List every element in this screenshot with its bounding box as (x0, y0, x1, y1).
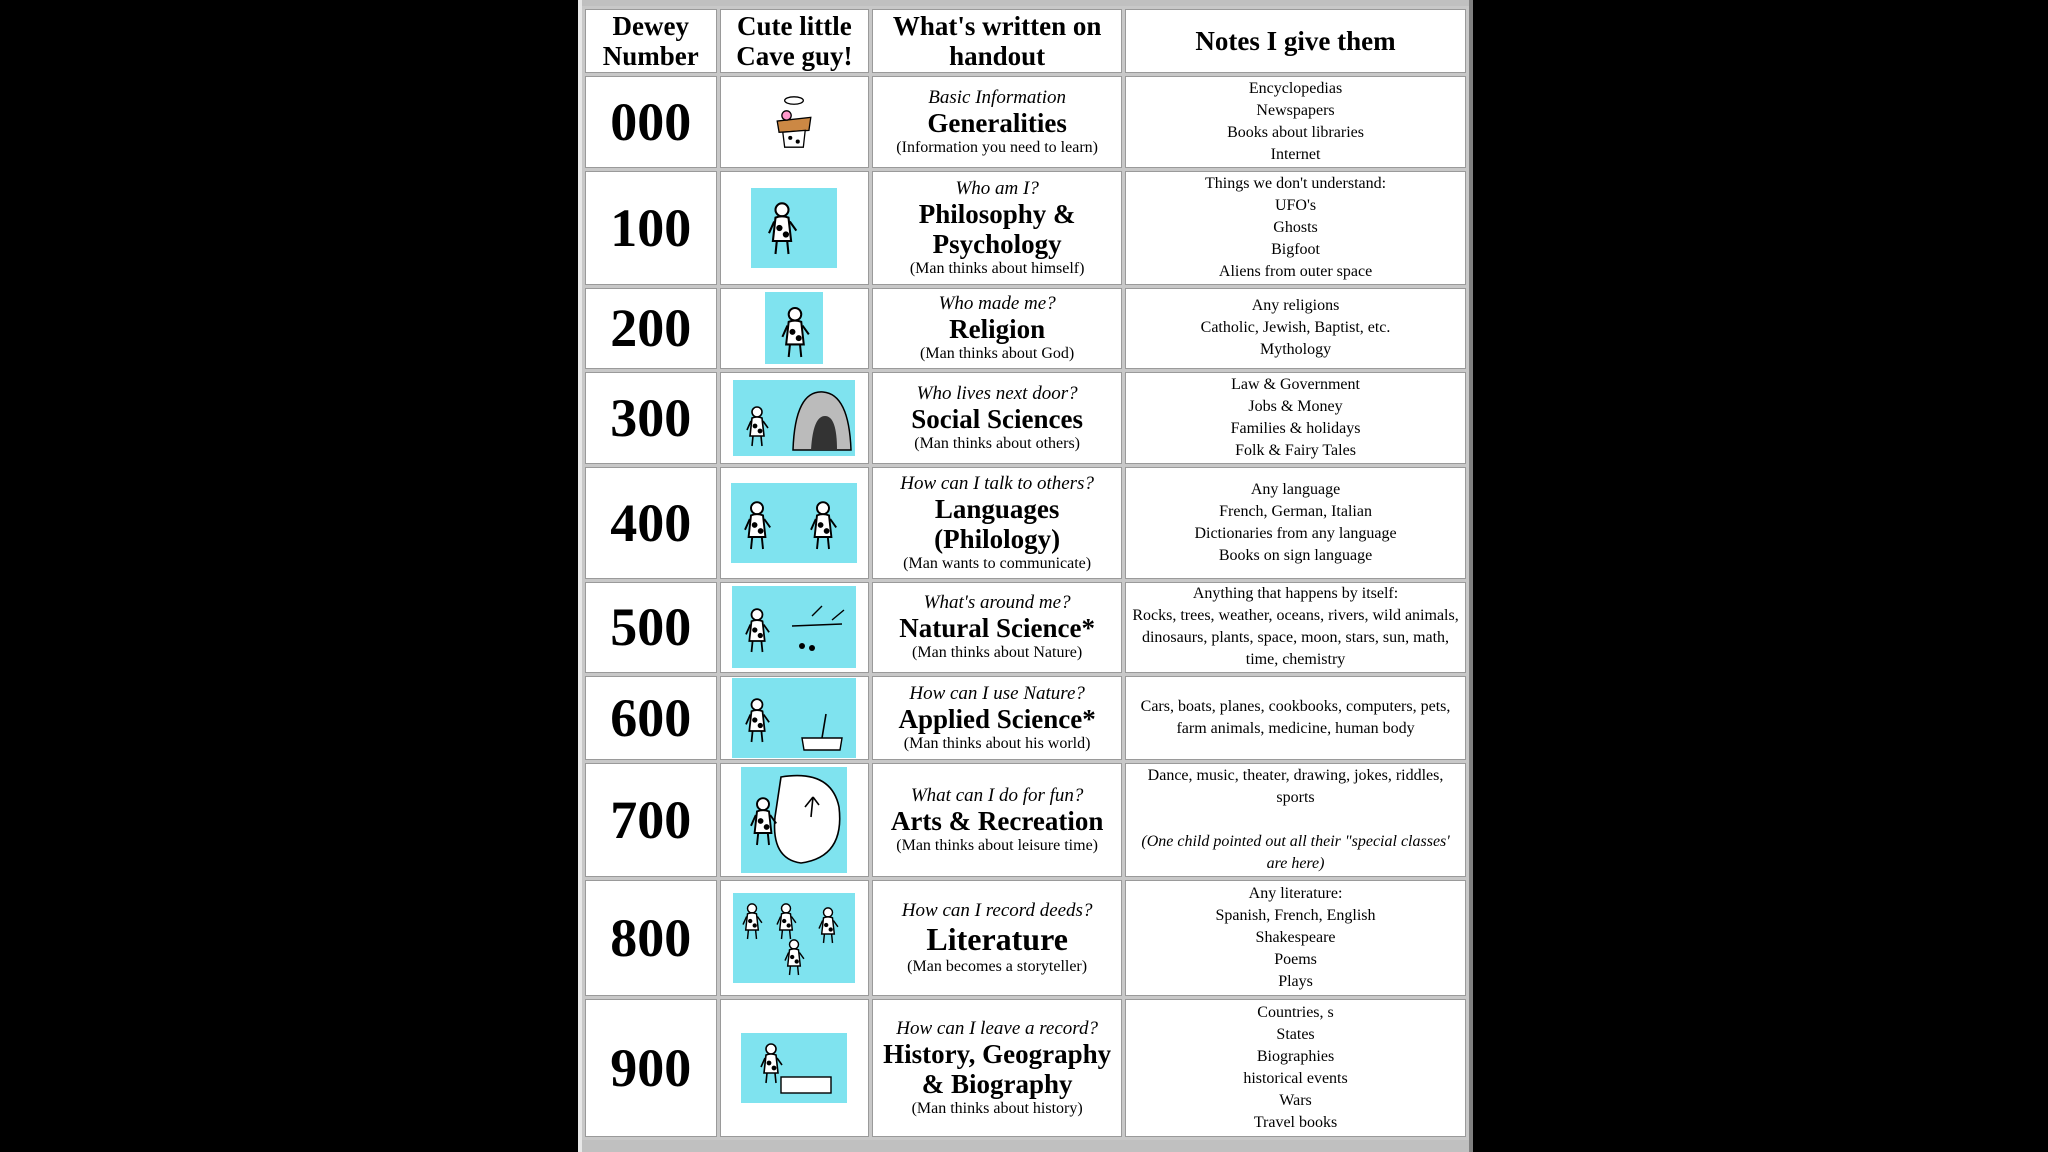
caveman-drawing-icon (741, 767, 847, 873)
note-line: Books on sign language (1218, 546, 1373, 564)
handout-question: Who lives next door? (916, 382, 1078, 404)
cavemen-storytelling-icon (733, 893, 855, 983)
note-line: Poems (1274, 950, 1317, 968)
handout-cell (872, 582, 1122, 674)
note-line: Internet (1270, 145, 1321, 163)
caveman-tools-icon (732, 678, 856, 758)
note-line: French, German, Italian (1219, 502, 1372, 520)
table-row (585, 76, 1466, 168)
caveman-nature-icon (732, 586, 856, 668)
table-row (585, 288, 1466, 369)
note-line: Countries, s (1257, 1003, 1334, 1021)
handout-explanation: (Man thinks about leisure time) (896, 836, 1098, 854)
table-row (585, 880, 1466, 996)
handout-subject: Natural Science* (899, 613, 1095, 644)
header-handout: What's written on handout (872, 9, 1122, 73)
handout-question: How can I use Nature? (909, 682, 1085, 704)
notes-cell (1125, 999, 1466, 1137)
cave-guy-cell (720, 763, 870, 877)
note-line: Bigfoot (1271, 240, 1320, 258)
dewey-number: 400 (610, 492, 692, 553)
note-line: Any literature: (1248, 884, 1343, 902)
cave-guy-cell (720, 288, 870, 369)
handout-question: Who am I? (955, 177, 1039, 199)
cave-guy-cell (720, 582, 870, 674)
handout-subject: Arts & Recreation (890, 805, 1104, 836)
note-line: Ghosts (1273, 218, 1318, 236)
handout-cell (872, 763, 1122, 877)
notes-cell (1125, 467, 1466, 579)
handout-subject: Religion (949, 314, 1046, 345)
note-line: Spanish, French, English (1215, 906, 1376, 924)
notes-cell (1125, 880, 1466, 996)
cave-guy-cell (720, 171, 870, 285)
caveman-reading-icon (766, 91, 822, 153)
note-line: Shakespeare (1255, 928, 1336, 946)
dewey-number: 800 (610, 907, 692, 968)
table-row (585, 582, 1466, 674)
note-line: Families & holidays (1230, 419, 1361, 437)
note-line: Anything that happens by itself: (1192, 585, 1399, 603)
header-notes: Notes I give them (1125, 9, 1466, 73)
note-line: Catholic, Jewish, Baptist, etc. (1200, 319, 1391, 337)
note-extra: (One child pointed out all their "special classes' are here) (1141, 832, 1450, 872)
header-dewey-number: Dewey Number (585, 9, 717, 73)
cave-guy-cell (720, 880, 870, 996)
notes-cell (1125, 288, 1466, 369)
handout-question: Who made me? (938, 293, 1056, 315)
handout-subject: Literature (926, 920, 1068, 957)
dewey-number: 200 (610, 298, 692, 359)
table-row (585, 467, 1466, 579)
handout-question: How can I talk to others? (900, 472, 1094, 494)
note-line: historical events (1243, 1069, 1348, 1087)
cave-guy-cell (720, 999, 870, 1137)
note-line: UFO's (1274, 196, 1317, 214)
handout-subject: Applied Science* (898, 703, 1096, 734)
notes-cell (1125, 171, 1466, 285)
handout-cell (872, 76, 1122, 168)
table-row (585, 171, 1466, 285)
note-line: Things we don't understand: (1204, 174, 1387, 192)
cave-guy-cell (720, 676, 870, 759)
caveman-cave-icon (733, 380, 855, 456)
notes-cell (1125, 676, 1466, 759)
handout-explanation: (Man thinks about himself) (909, 259, 1085, 277)
cavemen-talking-icon (731, 483, 857, 563)
note-line: Aliens from outer space (1218, 262, 1373, 280)
table-row (585, 763, 1466, 877)
dewey-table (582, 6, 1469, 1140)
dewey-number: 700 (610, 789, 692, 850)
dewey-number: 900 (610, 1037, 692, 1098)
note-line: Cars, boats, planes, cookbooks, computers, pets, farm animals, medicine, human body (1140, 697, 1451, 737)
handout-question: What can I do for fun? (910, 784, 1084, 806)
handout-question: How can I leave a record? (896, 1017, 1098, 1039)
notes-cell (1125, 763, 1466, 877)
dewey-number: 500 (610, 597, 692, 658)
note-line: Encyclopedias (1248, 79, 1343, 97)
cave-guy-cell (720, 467, 870, 579)
handout-cell (872, 676, 1122, 759)
handout-subject: History, Geography & Biography (883, 1038, 1112, 1099)
cave-guy-cell (720, 372, 870, 464)
dewey-number-cell (585, 372, 717, 464)
handout-explanation: (Man thinks about history) (911, 1099, 1083, 1117)
handout-explanation: (Man thinks about God) (920, 345, 1075, 363)
notes-cell (1125, 372, 1466, 464)
handout-explanation: (Man thinks about his world) (903, 734, 1091, 752)
dewey-number-cell (585, 582, 717, 674)
caveman-praying-icon (765, 292, 823, 364)
note-line: States (1276, 1025, 1315, 1043)
handout-subject: Generalities (927, 107, 1067, 138)
dewey-number-cell (585, 676, 717, 759)
note-line: Wars (1279, 1091, 1312, 1109)
dewey-number-cell (585, 76, 717, 168)
handout-subject: Philosophy & Psychology (918, 198, 1076, 259)
handout-cell (872, 467, 1122, 579)
dewey-number: 000 (610, 91, 692, 152)
note-line: Folk & Fairy Tales (1235, 441, 1356, 459)
handout-explanation: (Man thinks about others) (914, 434, 1080, 452)
handout-explanation: (Man thinks about Nature) (912, 644, 1083, 662)
dewey-number: 600 (610, 687, 692, 748)
note-line: Any language (1250, 480, 1341, 498)
handout-cell (872, 372, 1122, 464)
note-line: Travel books (1253, 1113, 1338, 1131)
handout-question: What's around me? (923, 592, 1071, 614)
note-line: Books about libraries (1227, 123, 1364, 141)
note-line: Any religions (1251, 297, 1340, 315)
cave-guy-cell (720, 76, 870, 168)
header-row (585, 9, 1466, 73)
notes-cell (1125, 582, 1466, 674)
table-row (585, 372, 1466, 464)
note-line: Biographies (1256, 1047, 1335, 1065)
dewey-number-cell (585, 288, 717, 369)
header-cave-guy: Cute little Cave guy! (720, 9, 870, 73)
dewey-number: 100 (610, 197, 692, 258)
handout-cell (872, 880, 1122, 996)
handout-cell (872, 288, 1122, 369)
note-line: Jobs & Money (1248, 397, 1343, 415)
handout-subject: Social Sciences (911, 403, 1083, 434)
dewey-number-cell (585, 763, 717, 877)
table-row (585, 999, 1466, 1137)
note-line: Mythology (1259, 341, 1332, 359)
handout-subject: Languages (Philology) (934, 493, 1061, 554)
handout-cell (872, 999, 1122, 1137)
handout-explanation: (Man wants to communicate) (903, 554, 1092, 572)
dewey-number-cell (585, 999, 717, 1137)
note-line: Rocks, trees, weather, oceans, rivers, wild animals, dinosaurs, plants, space, moon, stars, sun, math, time, chemistry (1132, 607, 1459, 669)
dewey-number-cell (585, 171, 717, 285)
dewey-number-cell (585, 467, 717, 579)
handout-explanation: (Man becomes a storyteller) (907, 957, 1088, 975)
note-line: Law & Government (1231, 375, 1360, 393)
handout-explanation: (Information you need to learn) (896, 138, 1098, 156)
caveman-thinking-icon (751, 188, 837, 268)
notes-cell (1125, 76, 1466, 168)
handout-cell (872, 171, 1122, 285)
dewey-number: 300 (610, 387, 692, 448)
note-line: Dance, music, theater, drawing, jokes, riddles, sports (1147, 766, 1444, 806)
handout-question: How can I record deeds? (901, 899, 1093, 921)
note-line: Dictionaries from any language (1194, 524, 1397, 542)
note-line: Plays (1278, 972, 1313, 990)
caveman-writing-icon (741, 1033, 847, 1103)
dewey-number-cell (585, 880, 717, 996)
table-row (585, 676, 1466, 759)
handout-question: Basic Information (928, 86, 1066, 108)
note-line: Newspapers (1256, 101, 1335, 119)
